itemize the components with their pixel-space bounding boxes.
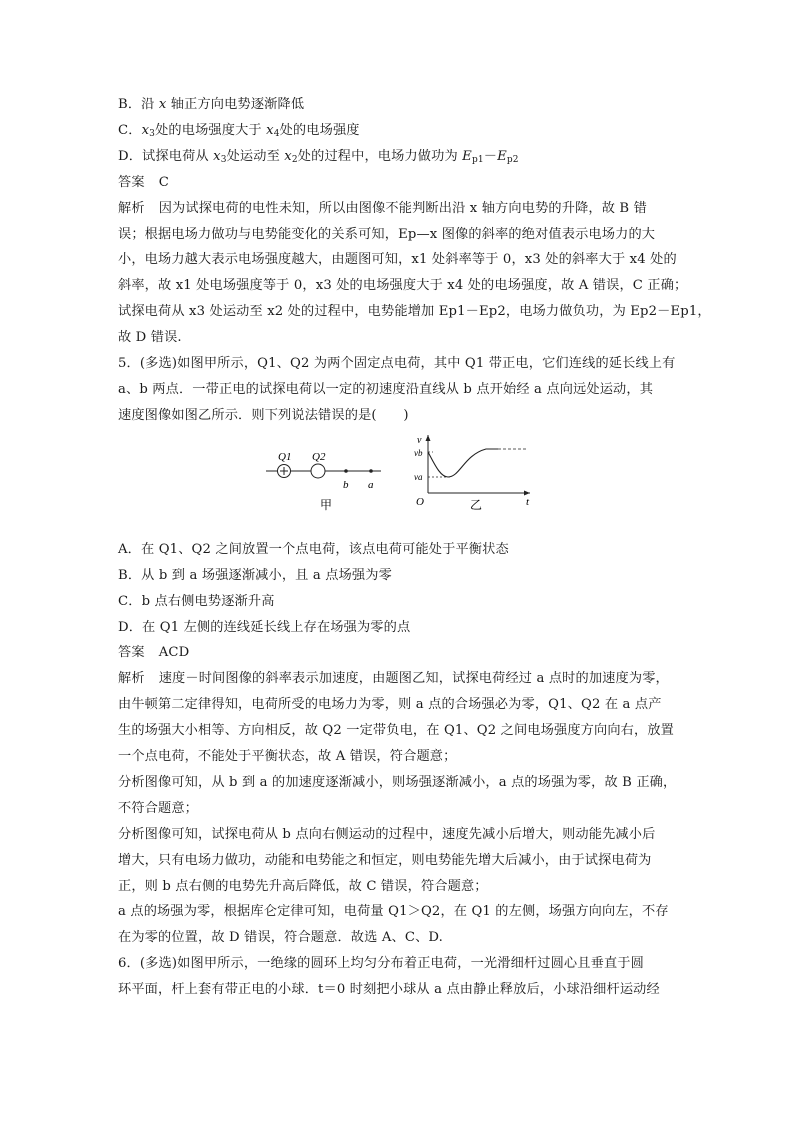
t-axis-arrow — [524, 490, 530, 495]
q5-analysis-line-1: 解析 速度－时间图像的斜率表示加速度，由题图乙知，试探电荷经过 a 点时的加速度为零， — [118, 671, 669, 687]
answer-value: ACD — [158, 645, 190, 661]
q5-answer — [118, 640, 680, 666]
q5-stem-line-2: a、b 两点．一带正电的试探电荷以一定的初速度沿直线从 b 点开始经 a 点向远处运动，其 — [118, 381, 654, 397]
label-a: a — [368, 478, 374, 491]
label-q1: Q1 — [278, 450, 292, 463]
label-t: t — [526, 495, 530, 508]
q5-stem-line-1: 5．(多选)如图甲所示，Q1、Q2 为两个固定点电荷，其中 Q1 带正电，它们连线的延长线上有 — [118, 356, 676, 372]
q4-answer — [118, 170, 680, 196]
q4-option-d: D．试探电荷从 $x_3$处运动至 $x_2$处的过程中，电场力做功为 $E_{p1}-E_{p2}$ — [118, 148, 519, 165]
q5-analysis-line-9: 正，则 b 点右侧的电势先升高后降低，故 C 错误，符合题意； — [118, 878, 488, 894]
q5-analysis-line-8: 增大，只有电场力做功，动能和电势能之和恒定，则电势能先增大后减小，由于试探电荷为 — [118, 852, 652, 868]
q5-analysis-line-2: 由牛顿第二定律得知，电荷所受的电场力为零，则 a 点的合场强必为零，Q1、Q2 在 a 点产 — [118, 697, 662, 713]
q5-analysis-line-6: 不符合题意； — [118, 800, 199, 816]
q5-analysis-line-7: 分析图像可知，试探电荷从 b 点向右侧运动的过程中，速度先减小后增大，则动能先减小后 — [118, 826, 656, 842]
answer-label: 答案 — [118, 174, 145, 190]
q5-analysis-line-4: 一个点电荷，不能处于平衡状态，故 A 错误，符合题意； — [118, 749, 457, 765]
point-b-dot — [344, 469, 348, 473]
q5-stem-line-3: 速度图像如图乙所示．则下列说法错误的是( ) — [118, 407, 409, 423]
figure-jia-charges — [266, 433, 386, 529]
q4-analysis-line-4: 斜率，故 x1 处电场强度等于 0，x3 处的电场强度大于 x4 处的电场强度，故 A 错误，C 正确； — [118, 278, 688, 294]
q2-charge-circle — [311, 464, 325, 478]
q6-stem-line-2: 环平面，杆上套有带正电的小球．t＝0 时刻把小球从 a 点由静止释放后，小球沿细杆运动经 — [118, 982, 660, 998]
q5-option-c: C．b 点右侧电势逐渐升高 — [118, 593, 275, 609]
q5-analysis-line-3: 生的场强大小相等、方向相反，故 Q2 一定带负电，在 Q1、Q2 之间电场强度方向向右，放置 — [118, 723, 675, 739]
label-vb: vb — [414, 447, 423, 458]
label-va: va — [414, 471, 423, 482]
label-b: b — [343, 478, 349, 491]
label-v: v — [417, 434, 422, 446]
q5-analysis-line-10: a 点的场强为零，根据库仑定律可知，电荷量 Q1＞Q2，在 Q1 的左侧，场强方向向左，不存 — [118, 904, 669, 920]
point-a-dot — [369, 469, 373, 473]
q5-analysis-line-11: 在为零的位置，故 D 错误，符合题意．故选 A、C、D. — [118, 930, 444, 946]
q4-analysis-line-3: 小，电场力越大表示电场强度越大，由题图可知，x1 处斜率等于 0，x3 处的斜率大于 x4 处的 — [118, 252, 677, 268]
answer-label: 答案 — [118, 645, 145, 661]
label-origin: O — [416, 495, 424, 508]
q4-option-b: B．沿 x 轴正方向电势逐渐降低 — [118, 97, 305, 112]
q5-option-b: B．从 b 到 a 场强逐渐减小，且 a 点场强为零 — [118, 567, 392, 583]
answer-value: C — [158, 174, 169, 190]
q5-analysis-line-5: 分析图像可知，从 b 到 a 的加速度逐渐减小，则场强逐渐减小，a 点的场强为零，故 B 正确， — [118, 774, 677, 790]
caption-jia: 甲 — [320, 497, 333, 512]
analysis-label: 解析 — [118, 200, 145, 216]
q4-option-c: C．$x_3$处的电场强度大于 $x_4$处的电场强度 — [118, 122, 360, 139]
analysis-label: 解析 — [118, 671, 145, 687]
label-q2: Q2 — [312, 450, 326, 463]
q4-analysis-line-6: 故 D 错误. — [118, 330, 182, 346]
figure-yi-velocity-graph — [410, 433, 540, 529]
q5-option-d: D．在 Q1 左侧的连线延长线上存在场强为零的点 — [118, 619, 411, 635]
q4-analysis-line-1: 解析 因为试探电荷的电性未知，所以由图像不能判断出沿 x 轴方向电势的升降，故 B 错 — [118, 200, 647, 216]
q4-analysis-line-2: 误；根据电场力做功与电势能变化的关系可知，Ep—x 图像的斜率的绝对值表示电场力的大 — [118, 226, 656, 242]
q5-option-a: A．在 Q1、Q2 之间放置一个点电荷，该点电荷可能处于平衡状态 — [118, 541, 509, 557]
v-axis-arrow — [426, 435, 431, 441]
q5-figures — [118, 433, 680, 531]
q6-stem-line-1: 6．(多选)如图甲所示，一绝缘的圆环上均匀分布着正电荷，一光滑细杆过圆心且垂直于圆 — [118, 956, 644, 972]
q4-analysis-line-5: 试探电荷从 x3 处运动至 x2 处的过程中，电势能增加 Ep1－Ep2，电场力做负功，为 Ep2－Ep1， — [118, 304, 711, 320]
document-page — [118, 92, 711, 1003]
velocity-curve — [428, 449, 498, 477]
caption-yi: 乙 — [470, 497, 483, 512]
